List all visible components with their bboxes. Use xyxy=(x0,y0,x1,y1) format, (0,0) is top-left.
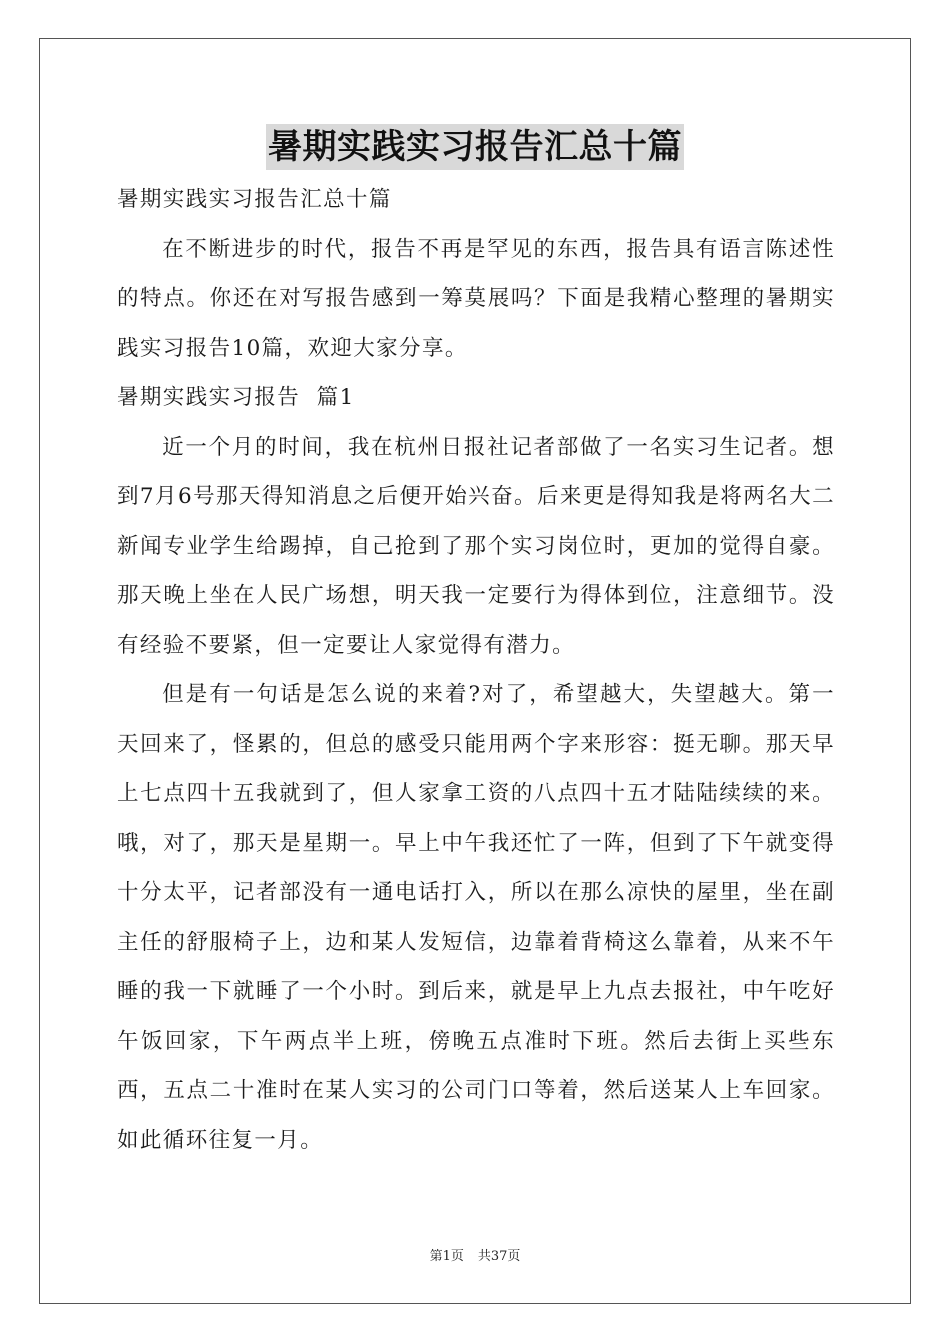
body-paragraph-2: 但是有一句话是怎么说的来着?对了，希望越大，失望越大。第一天回来了，怪累的，但总的感受只能用两个字来形容：挺无聊。那天早上七点四十五我就到了，但人家拿工资的八点四十五才陆陆续续的来。哦，对了，那天是星期一。早上中午我还忙了一阵，但到了下午就变得十分太平，记者部没有一通电话打入，所以在那么凉快的屋里，坐在副主任的舒服椅子上，边和某人发短信，边靠着背椅这么靠着，从来不午睡的我一下就睡了一个小时。到后来，就是早上九点去报社，中午吃好午饭回家，下午两点半上班，傍晚五点准时下班。然后去街上买些东西，五点二十准时在某人实习的公司门口等着，然后送某人上车回家。如此循环往复一月。 xyxy=(117,682,835,1153)
intro-paragraph: 在不断进步的时代，报告不再是罕见的东西，报告具有语言陈述性的特点。你还在对写报告感到一筹莫展吗？下面是我精心整理的暑期实践实习报告10篇，欢迎大家分享。 xyxy=(117,236,835,361)
document-subtitle: 暑期实践实习报告汇总十篇 xyxy=(117,187,392,212)
title-block xyxy=(0,124,950,170)
page-total: 共37页 xyxy=(477,1249,521,1264)
document-body xyxy=(117,175,835,1165)
body-paragraph-1: 近一个月的时间，我在杭州日报社记者部做了一名实习生记者。想到7月6号那天得知消息之后便开始兴奋。后来更是得知我是将两名大二新闻专业学生给踢掉，自己抢到了那个实习岗位时，更加的觉得自豪。那天晚上坐在人民广场想，明天我一定要行为得体到位，注意细节。没有经验不要紧，但一定要让人家觉得有潜力。 xyxy=(117,434,835,658)
page-footer xyxy=(0,1245,950,1264)
section-heading: 暑期实践实习报告 篇1 xyxy=(117,385,355,410)
document-title: 暑期实践实习报告汇总十篇 xyxy=(266,124,684,170)
page-number: 第1页 xyxy=(429,1249,464,1264)
